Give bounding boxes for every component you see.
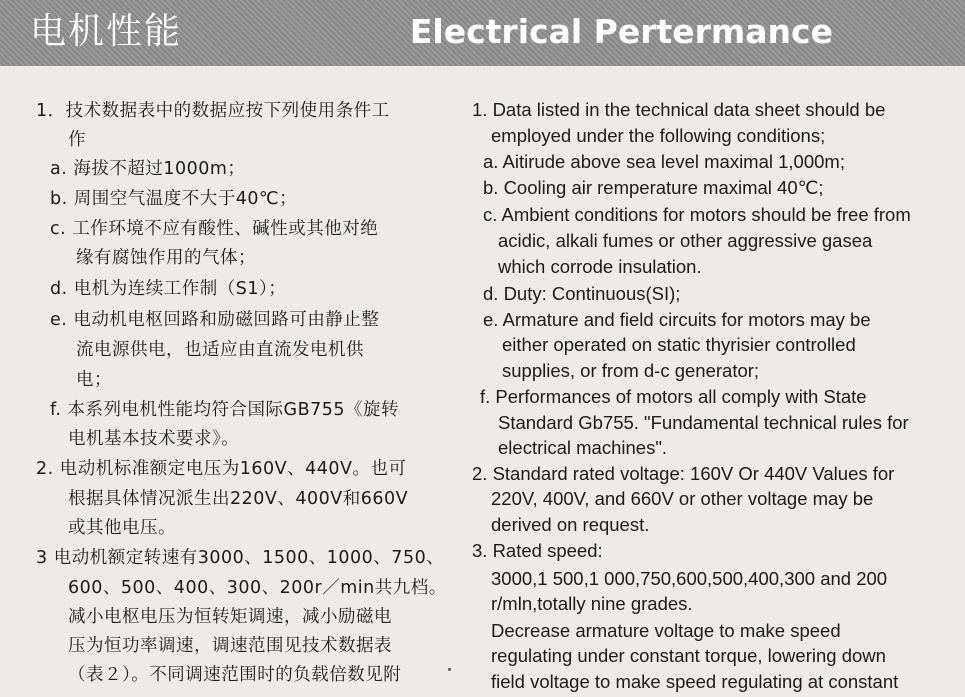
en-line: either operated on static thyrisier controlled [502,334,856,355]
cn-line: b. 周围空气温度不大于40℃； [50,189,298,209]
cn-line: 缘有腐蚀作用的气体； [76,248,256,268]
cn-line: 2. 电动机标准额定电压为160V、440V。也可 [36,459,407,479]
en-line: supplies, or from d-c generator; [502,360,760,381]
cn-line: f. 本系列电机性能均符合国际GB755《旋转 [50,400,399,420]
en-line: r/mln,totally nine grades. [491,593,693,614]
cn-line: 流电源供电，也适应由直流发电机供 [76,340,364,360]
en-line: Decrease armature voltage to make speed [491,620,841,641]
en-line: Standard Gb755. "Fundamental technical rules for [498,412,909,433]
en-line: f. Performances of motors all comply with State [480,386,867,407]
cn-line: 电机基本技术要求》。 [68,429,240,449]
en-line: c. Ambient conditions for motors should be free from [483,204,911,225]
en-line: which corrode insulation. [498,256,702,277]
title-english: Electrical Pertermance [409,12,833,51]
header-banner [0,0,965,66]
en-line: b. Cooling air remperature maximal 40℃; [483,177,824,198]
en-line: field voltage to make speed regulating at constant [491,671,899,692]
en-line: 1. Data listed in the technical data sheet should be [472,99,886,120]
cn-line: 电； [76,370,112,390]
cn-line: 600、500、400、300、200r／min共九档。 [68,578,447,598]
en-line: employed under the following conditions; [491,125,826,146]
title-chinese: 电机性能 [30,11,183,52]
en-line: 220V, 400V, and 660V or other voltage may be [491,488,874,509]
cn-line: 或其他电压。 [68,518,176,538]
en-line: a. Aitirude above sea level maximal 1,000m; [483,151,845,172]
en-line: regulating under constant torque, lowering down [491,645,886,666]
cn-line: e. 电动机电枢回路和励磁回路可由静止整 [50,310,380,330]
en-line: acidic, alkali fumes or other aggressive gasea [498,230,873,251]
stray-dot [448,668,451,671]
cn-line: 根据具体情况派生出220V、400V和660V [68,489,409,509]
cn-line: 减小电枢电压为恒转矩调速，减小励磁电 [68,607,392,627]
cn-line: 作 [68,130,86,150]
cn-line: c. 工作环境不应有酸性、碱性或其他对绝 [50,219,379,239]
cn-line: （表２）。不同调速范围时的负载倍数见附 [68,665,402,685]
en-line: electrical machines". [498,437,668,458]
cn-line: 1．技术数据表中的数据应按下列使用条件工 [36,101,390,121]
cn-line: 3 电动机额定转速有3000、1500、1000、750、 [36,548,445,568]
en-line: 2. Standard rated voltage: 160V Or 440V Values for [472,463,895,484]
en-line: 3000,1 500,1 000,750,600,500,400,300 and 200 [491,568,888,589]
en-line: 3. Rated speed: [472,540,603,561]
en-line: e. Armature and field circuits for motors may be [483,309,871,330]
en-line: derived on request. [491,514,650,535]
en-line: d. Duty: Continuous(SI); [483,283,681,304]
cn-line: a. 海拔不超过1000m； [50,159,246,179]
cn-line: 压为恒功率调速，调速范围见技术数据表 [68,636,392,656]
cn-line: d. 电机为连续工作制（S1）； [50,279,287,299]
